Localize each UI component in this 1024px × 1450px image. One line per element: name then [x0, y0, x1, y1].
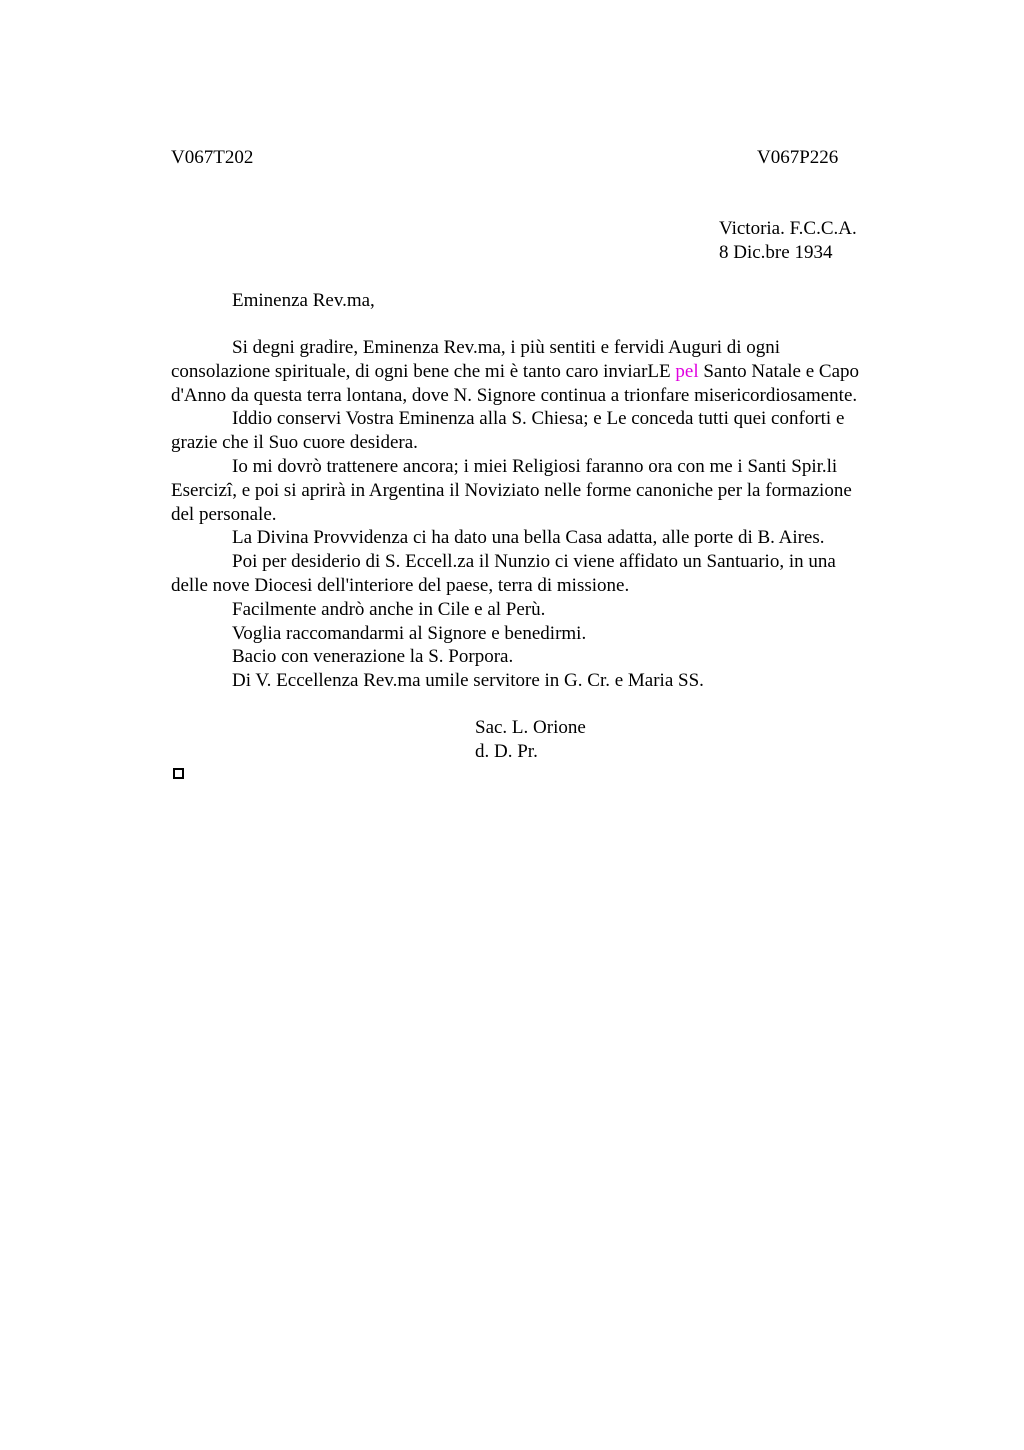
body-line: Poi per desiderio di S. Eccell.za il Nunzio ci viene affidato un Santuario, in una — [232, 551, 836, 573]
left-document-code: V067T202 — [171, 147, 254, 168]
body-line: Io mi dovrò trattenere ancora; i miei Religiosi faranno ora con me i Santi Spir.li — [232, 455, 838, 477]
body-line: Voglia raccomandarmi al Signore e benedirmi. — [232, 622, 587, 644]
body-line: grazie che il Suo cuore desidera. — [171, 432, 418, 454]
body-line — [171, 360, 931, 384]
body-text-segment: , e poi si aprirà in Argentina il Noviziato nelle forme canoniche per la formazione — [232, 479, 852, 501]
letter-body — [171, 336, 931, 693]
right-document-code: V067P226 — [757, 147, 839, 168]
signature-name: Sac. L. Orione — [475, 717, 586, 738]
body-line: Di V. Eccellenza Rev.ma umile servitore in G. Cr. e Maria SS. — [232, 670, 704, 692]
body-line — [171, 479, 931, 503]
body-line: Iddio conservi Vostra Eminenza alla S. Chiesa; e Le conceda tutti quei conforti e — [232, 408, 845, 430]
body-line: Bacio con venerazione la S. Porpora. — [232, 646, 514, 668]
dateline-place: Victoria. F.C.C.A. — [719, 218, 857, 239]
salutation: Eminenza Rev.ma, — [232, 290, 375, 311]
body-text-segment: Santo Natale e Capo — [698, 360, 860, 382]
body-text-segment: Esercizi — [171, 479, 233, 501]
body-line: delle nove Diocesi dell'interiore del paese, terra di missione. — [171, 574, 630, 596]
body-line: Facilmente andrò anche in Cile e al Perù. — [232, 598, 546, 620]
highlighted-word: pel — [675, 360, 699, 382]
checkbox-square-icon — [173, 768, 184, 779]
dateline-date: 8 Dic.bre 1934 — [719, 242, 833, 263]
body-line: d'Anno da questa terra lontana, dove N. Signore continua a trionfare misericordiosamente. — [171, 384, 858, 406]
body-line: Si degni gradire, Eminenza Rev.ma, i più sentiti e fervidi Auguri di ogni — [232, 337, 781, 358]
body-line: La Divina Provvidenza ci ha dato una bella Casa adatta, alle porte di B. Aires. — [232, 527, 825, 549]
body-text-segment: consolazione spirituale, di ogni bene che mi è tanto caro inviarLE — [171, 360, 676, 382]
signature-title: d. D. Pr. — [475, 741, 538, 762]
body-line: del personale. — [171, 503, 277, 525]
